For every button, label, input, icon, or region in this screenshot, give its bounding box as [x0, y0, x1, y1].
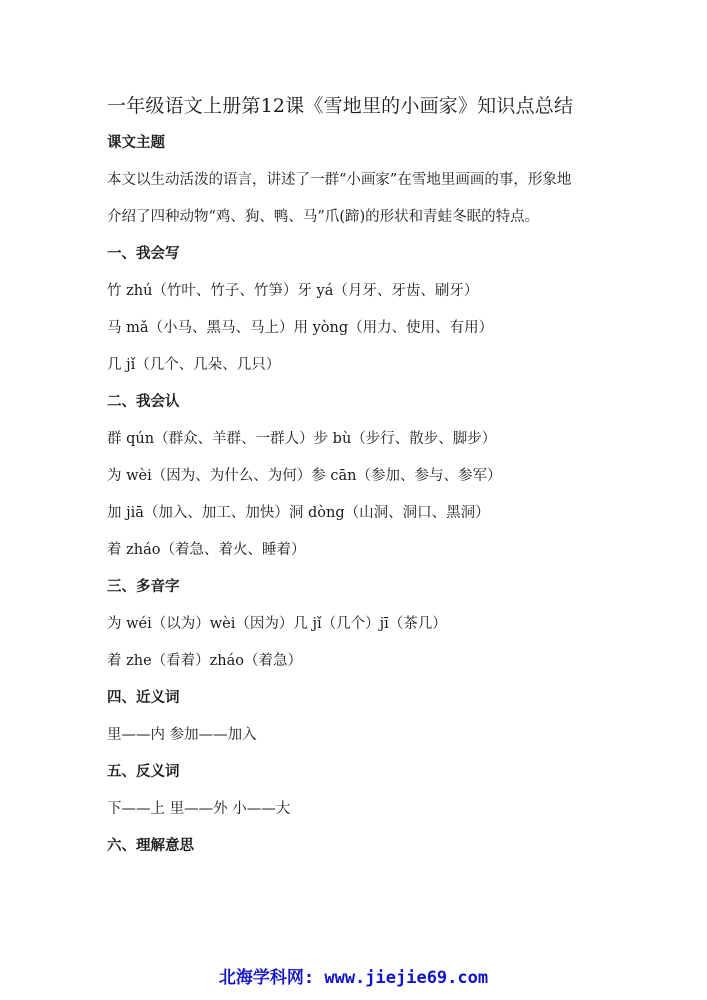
section-heading-write: 一、我会写 [107, 246, 180, 262]
write-line-3: 几 jǐ（几个、几朵、几只） [107, 357, 281, 373]
theme-line-1: 本文以生动活泼的语言，讲述了一群“小画家”在雪地里画画的事，形象地 [107, 172, 572, 188]
recognize-line-1: 群 qún（群众、羊群、一群人）步 bù（步行、散步、脚步） [107, 431, 497, 447]
recognize-line-2: 为 wèi（因为、为什么、为何）参 cān（参加、参与、参军） [107, 468, 502, 484]
polyphones-line-2: 着 zhe（看着）zháo（着急） [107, 653, 303, 669]
section-heading-meaning: 六、理解意思 [107, 838, 194, 854]
recognize-line-3: 加 jiā（加入、加工、加快）洞 dòng（山洞、洞口、黑洞） [107, 505, 490, 521]
antonyms-line-1: 下——上 里——外 小——大 [107, 801, 291, 817]
document-title: 一年级语文上册第12课《雪地里的小画家》知识点总结 [107, 95, 574, 117]
footer-website-link[interactable]: 北海学科网: www.jiejie69.com [218, 968, 489, 988]
section-heading-theme: 课文主题 [107, 135, 165, 151]
theme-line-2: 介绍了四种动物“鸡、狗、鸭、马”爪(蹄)的形状和青蛙冬眠的特点。 [107, 209, 540, 225]
section-heading-polyphones: 三、多音字 [107, 579, 180, 595]
section-heading-synonyms: 四、近义词 [107, 690, 180, 706]
section-heading-recognize: 二、我会认 [107, 394, 180, 410]
recognize-line-4: 着 zháo（着急、着火、睡着） [107, 542, 306, 558]
synonyms-line-1: 里——内 参加——加入 [107, 727, 257, 743]
polyphones-line-1: 为 wéi（以为）wèi（因为）几 jǐ（几个）jī（茶几） [107, 616, 447, 632]
section-heading-antonyms: 五、反义词 [107, 764, 180, 780]
write-line-1: 竹 zhú（竹叶、竹子、竹笋）牙 yá（月牙、牙齿、刷牙） [107, 283, 479, 299]
write-line-2: 马 mǎ（小马、黑马、马上）用 yòng（用力、使用、有用） [107, 320, 494, 336]
